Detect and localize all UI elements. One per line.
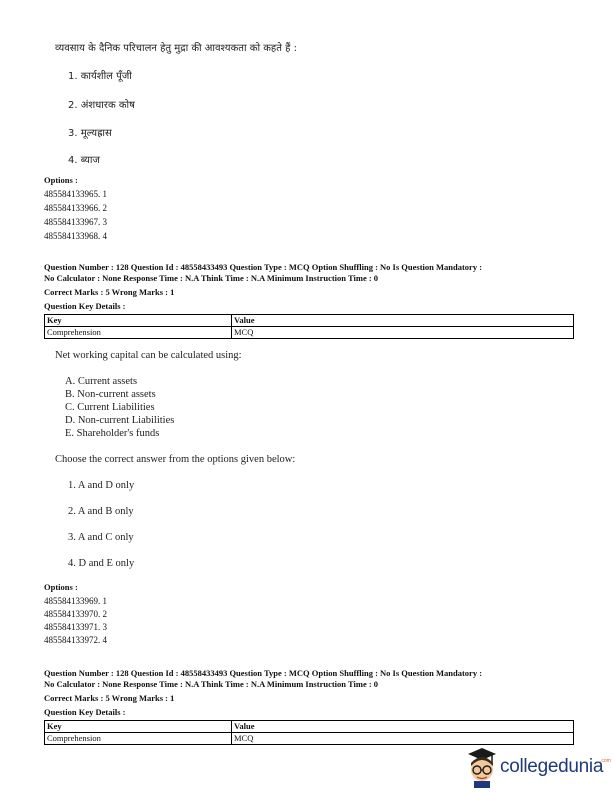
option-id: 485584133967. 3 [44, 217, 107, 227]
choice-2: 2. अंशधारक कोष [68, 100, 135, 111]
table-cell-value: MCQ [232, 327, 574, 339]
key-details-label: Question Key Details : [44, 707, 126, 717]
key-details-table [44, 720, 574, 745]
statement-item: A. Current assets [65, 376, 138, 387]
question-meta: Question Number : 128 Question Id : 48558433493 Question Type : MCQ Option Shuffling : No Is Question Mandatory : [44, 668, 483, 678]
choice-2: 2. A and B only [68, 506, 134, 517]
marks-line: Correct Marks : 5 Wrong Marks : 1 [44, 693, 175, 703]
option-id: 485584133971. 3 [44, 622, 107, 632]
choice-3: 3. A and C only [68, 532, 134, 543]
choice-4: 4. ब्याज [68, 155, 100, 166]
option-id: 485584133968. 4 [44, 231, 107, 241]
table-header-value: Value [232, 721, 574, 733]
table-cell-key: Comprehension [45, 733, 232, 745]
key-details-label: Question Key Details : [44, 301, 126, 311]
statement-item: E. Shareholder's funds [65, 428, 160, 439]
option-id: 485584133965. 1 [44, 189, 107, 199]
option-id: 485584133970. 2 [44, 609, 107, 619]
mascot-icon [462, 746, 498, 788]
statement-item: C. Current Liabilities [65, 402, 155, 413]
option-id: 485584133966. 2 [44, 203, 107, 213]
choice-4: 4. D and E only [68, 558, 135, 569]
statement-item: B. Non-current assets [65, 389, 156, 400]
choice-1: 1. कार्यशील पूँजी [68, 71, 132, 82]
question-text-hindi: व्यवसाय के दैनिक परिचालन हेतु मुद्रा की आवश्यकता को कहते हैं : [55, 43, 297, 54]
choice-3: 3. मूल्यह्रास [68, 128, 112, 139]
choice-1: 1. A and D only [68, 480, 135, 491]
table-cell-key: Comprehension [45, 327, 232, 339]
table-header-key: Key [45, 315, 232, 327]
brand-name: collegedunia [500, 756, 604, 777]
question-meta: Question Number : 128 Question Id : 48558433493 Question Type : MCQ Option Shuffling : No Is Question Mandatory : [44, 262, 483, 272]
question-instruction: Choose the correct answer from the options given below: [55, 454, 296, 465]
question-meta: No Calculator : None Response Time : N.A Think Time : N.A Minimum Instruction Time : 0 [44, 273, 379, 283]
option-id: 485584133969. 1 [44, 596, 107, 606]
marks-line: Correct Marks : 5 Wrong Marks : 1 [44, 287, 175, 297]
table-cell-value: MCQ [232, 733, 574, 745]
statement-item: D. Non-current Liabilities [65, 415, 175, 426]
brand-suffix: .com [600, 758, 611, 764]
options-label: Options : [44, 582, 78, 592]
question-stem: Net working capital can be calculated using: [55, 350, 242, 361]
key-details-table [44, 314, 574, 339]
collegedunia-logo [462, 744, 612, 790]
options-label: Options : [44, 175, 78, 185]
table-header-key: Key [45, 721, 232, 733]
table-header-value: Value [232, 315, 574, 327]
option-id: 485584133972. 4 [44, 635, 107, 645]
question-meta: No Calculator : None Response Time : N.A Think Time : N.A Minimum Instruction Time : 0 [44, 679, 379, 689]
